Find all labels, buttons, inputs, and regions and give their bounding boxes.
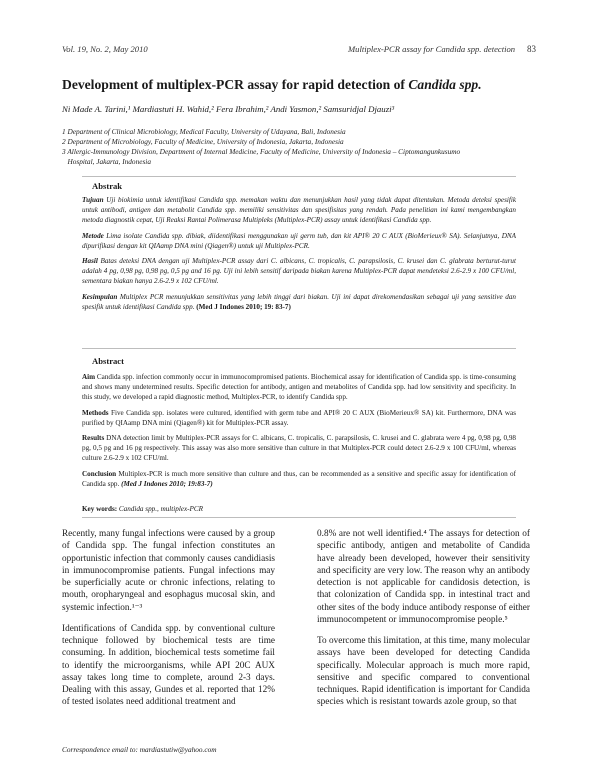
abstrak-heading: Abstrak — [92, 181, 123, 191]
affiliation-2: 2 Department of Microbiology, Faculty of Medicine, University of Indonesia, Jakarta, Indonesia — [62, 137, 344, 146]
abstrak-tujuan-label: Tujuan — [82, 196, 104, 204]
affiliation-1: 1 Department of Clinical Microbiology, Medical Faculty, University of Udayana, Bali, Indonesia — [62, 127, 346, 136]
abstrak-citation: (Med J Indones 2010; 19: 83-7) — [196, 302, 291, 311]
abstract-conclusion-text: Multiplex-PCR is much more sensitive than culture and thus, can be recommended as a sensitive and specific assay for identification of Candida spp. — [82, 469, 516, 488]
running-header-right: Multiplex-PCR assay for Candida spp. detection — [348, 44, 516, 54]
abstract-bottom-rule — [82, 517, 516, 518]
abstract-conclusion-label: Conclusion — [82, 469, 117, 478]
keywords — [82, 504, 516, 514]
abstrak-metode-label: Metode — [82, 231, 104, 240]
abstract-body — [82, 372, 516, 489]
article-title-main: Development of multiplex-PCR assay for rapid detection of — [62, 77, 409, 92]
body-paragraph: To overcome this limitation, at this time, many molecular assays have been developed for detecting Candida specifically. Molecular approach is much more rapid, sensitive and specific compared to conventional techniques. Rapid identification is important for Candida species which is resistant towards azole group, so that — [317, 636, 530, 708]
abstract-heading: Abstract — [92, 356, 124, 366]
keywords-label: Key words: — [82, 505, 118, 513]
body-paragraph: 0.8% are not well identified.⁴ The assays for detection of specific antibody, antigen and metabolite of Candida have already been developed, however their sensitivity and specificity are very low. The reason why an antibody detection is not applicable for candidosis detection, is that colonization of Candida spp. in intestinal tract and other sites of the body induce antibody response of either immunocompetent or immunocompromise people.⁵ — [317, 529, 530, 625]
author-list: Ni Made A. Tarini,¹ Mardiastuti H. Wahid,² Fera Ibrahim,² Andi Yasmon,² Samsuridjal Djauzi³ — [62, 104, 395, 114]
abstract-results-text: DNA detection limit by Multiplex-PCR assays for C. albicans, C. tropicalis, C. parapsilosis, C. krusei and C. glabrata were 4 pg, 0,98 pg, 0,98 pg, 0,5 pg and 16 pg respectively. This assay was also more sensitive than culture in that Multiplex-PCR could detect 2.6-2.9 x 100 CFU/ml, whereas culture 2.6-2.9 x 102 CFU/ml. — [82, 434, 516, 463]
running-header-left: Vol. 19, No. 2, May 2010 — [62, 44, 148, 54]
abstract-citation: (Med J Indones 2010; 19:83-7) — [121, 479, 213, 488]
article-title — [62, 77, 542, 93]
page-number: 83 — [527, 44, 536, 54]
body-column-left — [62, 528, 275, 718]
affiliation-3-continued: Hospital, Jakarta, Indonesia — [62, 157, 151, 166]
abstrak-hasil-label: Hasil — [82, 257, 98, 266]
keywords-value: Candida spp., multiplex-PCR — [118, 505, 204, 513]
body-paragraph: Identifications of Candida spp. by conventional culture technique followed by biochemical tests are time consuming. In addition, biochemical tests sometime fail to identify the microorganisms, while API 20C AUX assay takes long time to complete, around 2-3 days. Dealing with this assay, Gundes et al. reported that 12% of tested isolates need additional treatment and — [62, 623, 275, 708]
abstract-top-rule — [82, 176, 516, 177]
abstrak-tujuan-text: Uji biokimia untuk identifikasi Candida spp. memakan waktu dan menunjukkan hasil yang tidak dapat ditentukan. Metoda deteksi spesifik untuk antibodi, antigen dan metabolit Candida spp. memiliki sensitivitas dan spesifisitas yang rendah. Pada penelitian ini kami mengembangkan metoda diagnostik cepat, Uji Reaksi Rantai Polimerasa Multipleks (Multiplex-PCR) assay untuk identifikasi Candida spp. — [82, 196, 516, 225]
abstract-aim-label: Aim — [82, 373, 96, 381]
abstrak-body — [82, 195, 516, 312]
abstract-aim-text: Candida spp. infection commonly occur in immunocompromised patients. Biochemical assay for identification of Candida spp. is time-consuming and shows many undetermined results. Specific detection for antibody, antigen and metabolites of Candida spp. had low sensitivity and specificity. In this study, we developed a rapid diagnostic method, Multiplex-PCR, to identify Candida spp. — [82, 373, 516, 402]
abstrak-kesimpulan-text: Multiplex PCR menunjukkan sensitivitas yang lebih tinggi dari biakan. Uji ini dapat direkomendasikan sebagai uji yang sensitive dan spesifik untuk identifikasi Candida spp. — [82, 292, 516, 311]
abstrak-metode-text: Lima isolate Candida spp. dibiak, diidentifikasi menggunakan uji germ tub, dan kit API® 20 C AUX (BioMerieux® SA). Selanjutnya, DNA dipurifikasi dengan kit QIAamp DNA mini (Qiagen®) untuk uji Multiplex-PCR. — [82, 231, 517, 250]
abstract-mid-rule — [82, 348, 516, 349]
body-column-right — [317, 528, 530, 718]
body-paragraph: Recently, many fungal infections were caused by a group of Candida spp. The fungal infection constitutes an opportunistic infection that commonly causes candidiasis in immunocompromise patients. Fungal infections may be superficially acute or chronic infections, relating to mouth, oropharyngeal and esophagus mucosal skin, and systemic infection.¹⁻³ — [62, 529, 275, 613]
abstrak-kesimpulan-label: Kesimpulan — [82, 292, 118, 301]
article-title-italic: Candida spp. — [408, 77, 482, 92]
abstract-methods-label: Methods — [82, 408, 109, 417]
correspondence-email: Correspondence email to: mardiastutiw@yahoo.com — [62, 745, 217, 754]
abstract-results-label: Results — [82, 434, 105, 443]
affiliation-3: 3 Allergic-Immunology Division, Department of Internal Medicine, Faculty of Medicine, University of Indonesia – Ciptomangunkusumo — [62, 147, 461, 156]
abstrak-hasil-text: Batas deteksi DNA dengan uji Multiplex-PCR assay dari C. albicans, C. tropicalis, C. parapsilosis, C. krusei dan C. glabrata berturut-turut adalah 4 pg, 0,98 pg, 0,98 pg, 0,5 pg and 16 pg. Uji ini lebih sensitif daripada biakan karena Multiplex-PCR dapat mendeteksi 2.6-2.9 x 100 CFU/ml, sementara biakan hanya 2.6-2.9 x 102 CFU/ml. — [82, 257, 516, 286]
abstract-methods-text: Five Candida spp. isolates were cultured, identified with germ tube and API® 20 C AUX (BioMerieux® SA) kit. Furthermore, DNA was purified by QIAamp DNA mini (Qiagen®) kit for Multiplex-PCR assay. — [82, 408, 516, 427]
